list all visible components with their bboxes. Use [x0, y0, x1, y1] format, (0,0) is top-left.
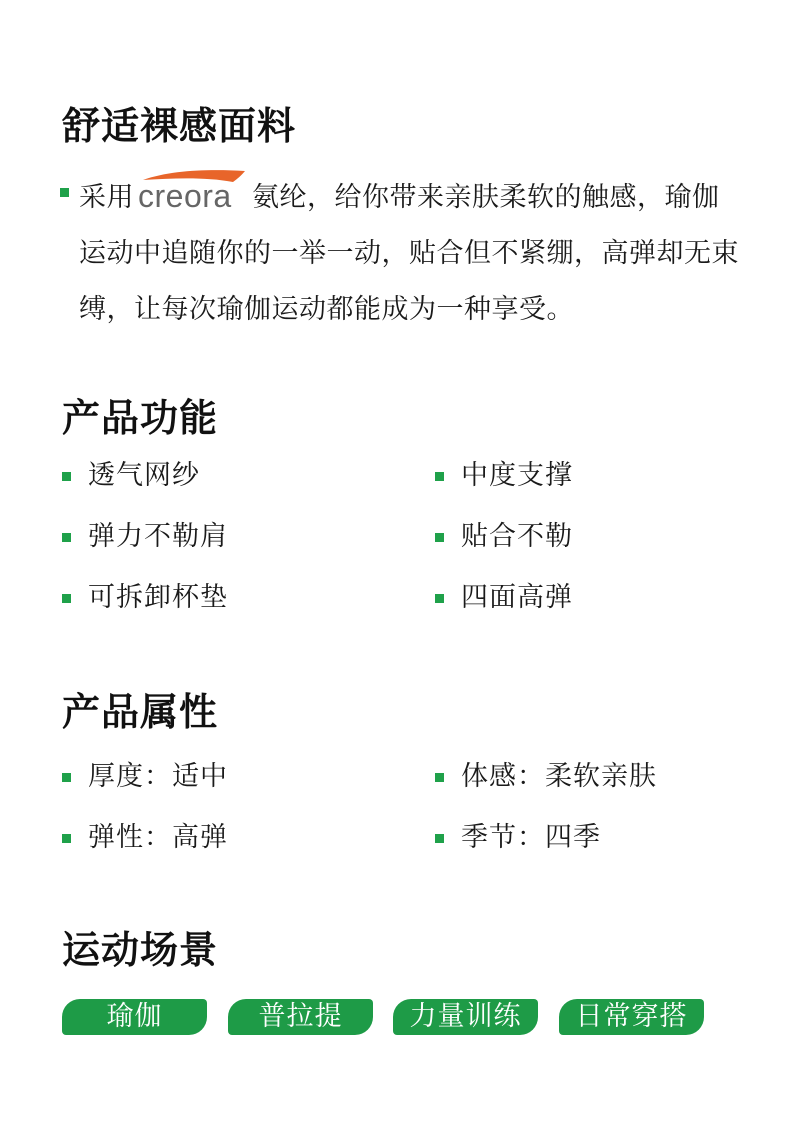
bullet-icon [62, 834, 71, 843]
attribute-label: 季节：四季 [461, 822, 601, 853]
bullet-icon [62, 773, 71, 782]
attribute-item [435, 820, 601, 856]
bullet-icon [435, 773, 444, 782]
bullet-icon [62, 472, 71, 481]
feature-item [435, 519, 573, 555]
section-title-attributes: 产品属性 [62, 690, 219, 734]
feature-item [62, 458, 200, 494]
bullet-icon [435, 834, 444, 843]
intro-prefix: 采用 [79, 182, 134, 213]
attribute-item [62, 820, 228, 856]
creora-logo-text: creora [138, 178, 232, 212]
section-title-fabric: 舒适裸感面料 [62, 104, 297, 148]
scene-tag-pilates: 普拉提 [228, 999, 373, 1035]
creora-logo [137, 168, 249, 212]
scene-tag-yoga: 瑜伽 [62, 999, 207, 1035]
feature-label: 弹力不勒肩 [88, 521, 228, 552]
feature-label: 可拆卸杯垫 [88, 582, 228, 613]
feature-item [62, 519, 228, 555]
bullet-icon [60, 188, 69, 197]
intro-body: 氨纶，给你带来亲肤柔软的触感，瑜伽运动中追随你的一举一动，贴合但不紧绷，高弹却无束缚，让每次瑜伽运动都能成为一种享受。 [79, 182, 739, 325]
feature-label: 贴合不勒 [461, 521, 573, 552]
bullet-icon [435, 594, 444, 603]
feature-item [435, 458, 573, 494]
attribute-label: 体感：柔软亲肤 [461, 761, 657, 792]
feature-item [435, 580, 573, 616]
section-title-features: 产品功能 [62, 396, 219, 440]
attribute-label: 厚度：适中 [88, 761, 228, 792]
scene-tag-daily-wear: 日常穿搭 [559, 999, 704, 1035]
attribute-item [62, 759, 228, 795]
fabric-description-text [79, 168, 744, 338]
attribute-label: 弹性：高弹 [88, 822, 228, 853]
feature-label: 中度支撑 [461, 460, 573, 491]
feature-label: 四面高弹 [461, 582, 573, 613]
feature-item [62, 580, 228, 616]
scene-tag-strength-training: 力量训练 [393, 999, 538, 1035]
attribute-item [435, 759, 657, 795]
feature-label: 透气网纱 [88, 460, 200, 491]
section-title-scenes: 运动场景 [62, 928, 219, 972]
bullet-icon [62, 594, 71, 603]
bullet-icon [435, 472, 444, 481]
bullet-icon [435, 533, 444, 542]
bullet-icon [62, 533, 71, 542]
